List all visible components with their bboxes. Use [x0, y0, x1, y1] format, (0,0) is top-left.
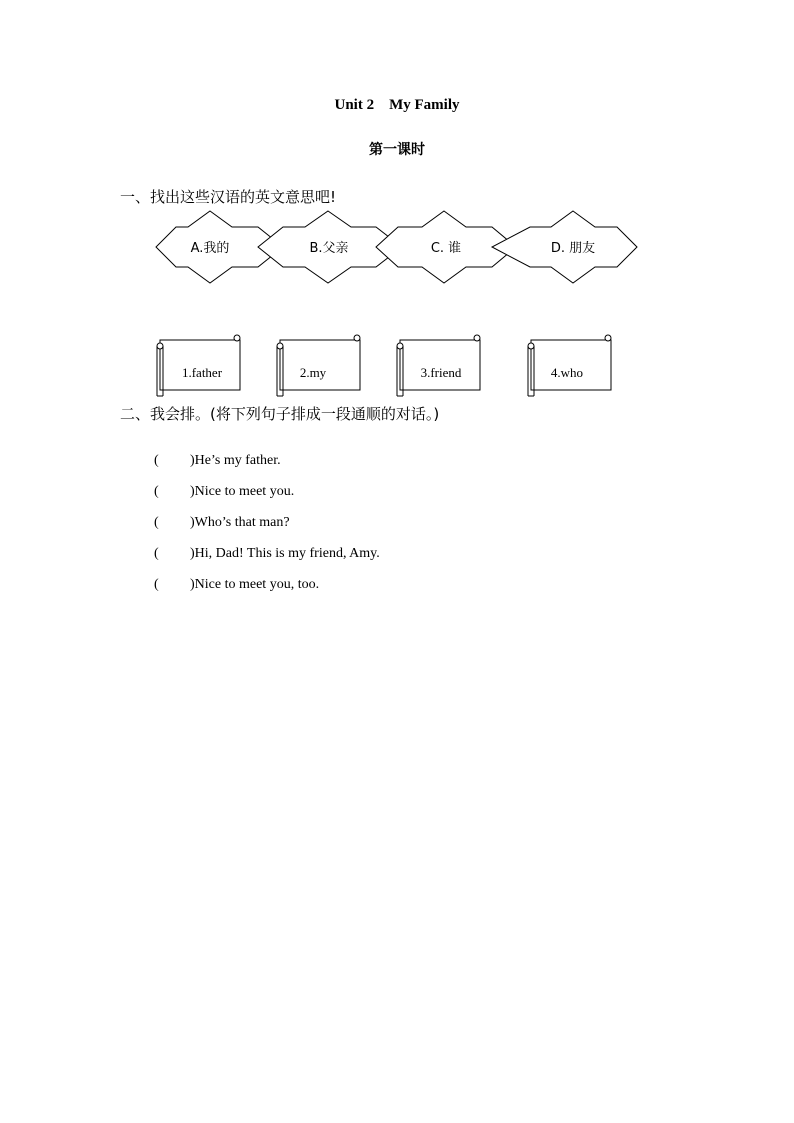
- ordering-item-1: [147, 437, 281, 469]
- ordering-item-3: [147, 499, 290, 531]
- ordering-item-5: [147, 561, 319, 593]
- answer-blank-open[interactable]: (: [154, 577, 159, 592]
- matching-diagram: [0, 0, 794, 420]
- sentence-text: Who’s that man?: [194, 515, 290, 530]
- section-2-heading: 二、我会排。(将下列句子排成一段通顺的对话。): [120, 405, 440, 423]
- english-word-card-1: [157, 335, 240, 396]
- answer-blank-close: ): [190, 515, 195, 530]
- sentence-text: Nice to meet you.: [194, 484, 295, 499]
- english-word-label: 1.father: [181, 365, 223, 380]
- ordering-item-4: [147, 530, 380, 562]
- english-word-card-4: [528, 335, 611, 396]
- english-word-card-3: [397, 335, 480, 396]
- english-word-label: 4.who: [550, 365, 584, 380]
- answer-blank-open[interactable]: (: [154, 453, 159, 468]
- answer-blank-open[interactable]: (: [154, 546, 159, 561]
- answer-blank-close: ): [190, 484, 195, 499]
- chinese-option-label: C. 谁: [430, 241, 462, 256]
- chinese-option-card-d: [492, 211, 637, 283]
- sentence-text: He’s my father.: [194, 453, 281, 468]
- answer-blank-open[interactable]: (: [154, 484, 159, 499]
- sentence-text: Nice to meet you, too.: [194, 577, 320, 592]
- answer-blank-close: ): [190, 546, 195, 561]
- english-word-label: 3.friend: [420, 365, 462, 380]
- unit-title: Unit 2 My Family: [334, 97, 460, 113]
- section-1-heading: 一、找出这些汉语的英文意思吧!: [120, 188, 337, 206]
- answer-blank-close: ): [190, 453, 195, 468]
- english-word-card-2: [277, 335, 360, 396]
- sentence-text: Hi, Dad! This is my friend, Amy.: [194, 546, 380, 561]
- chinese-option-label: B.父亲: [309, 241, 349, 256]
- answer-blank-close: ): [190, 577, 195, 592]
- english-word-label: 2.my: [299, 365, 327, 380]
- ordering-item-2: [147, 468, 294, 500]
- chinese-option-label: D. 朋友: [550, 241, 596, 256]
- chinese-option-label: A.我的: [190, 241, 230, 256]
- lesson-title: 第一课时: [369, 142, 425, 158]
- answer-blank-open[interactable]: (: [154, 515, 159, 530]
